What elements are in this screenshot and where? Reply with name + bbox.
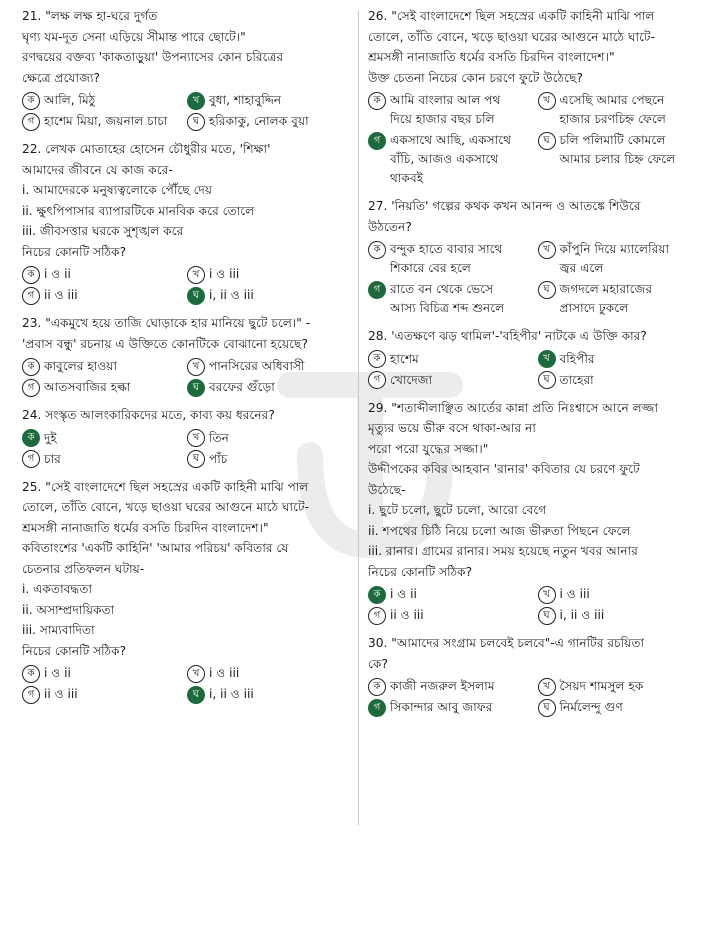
answer-option-correct bbox=[368, 585, 534, 604]
option-text: একসাথে আছি, একসাথে বাঁচি, আজও একসাথে থাকবই bbox=[390, 133, 512, 185]
question-block bbox=[368, 633, 703, 717]
question-line: iii. সাম্যবাদিতা bbox=[22, 623, 95, 637]
answer-option bbox=[22, 112, 183, 131]
answer-option bbox=[22, 91, 183, 110]
question-line: শ্রমসঙ্গী নানাজাতি ধর্মের বসতি চিরদিন বাংলাদেশ।" bbox=[22, 520, 269, 535]
option-text: i ও ii bbox=[390, 587, 417, 601]
answer-options bbox=[368, 240, 703, 318]
option-text: i, ii ও iii bbox=[209, 288, 254, 302]
answer-option bbox=[187, 450, 348, 469]
answer-option bbox=[22, 378, 183, 397]
option-text: বরফের গুঁড়ো bbox=[209, 380, 275, 394]
option-text: রাতে বন থেকে ভেসে আস্য বিচিত্র শব্দ শুনলে bbox=[390, 282, 505, 315]
option-text: পানসিরের অধিবাসী bbox=[209, 359, 305, 373]
question-block bbox=[368, 196, 703, 318]
option-key-badge: গ bbox=[22, 287, 40, 305]
option-key-badge: ক bbox=[22, 266, 40, 284]
question-line: নিচের কোনটি সঠিক? bbox=[22, 643, 127, 658]
option-key-badge: ঘ bbox=[187, 379, 205, 397]
answer-option-correct bbox=[187, 378, 348, 397]
answer-option bbox=[538, 91, 704, 129]
answer-option bbox=[22, 265, 183, 284]
answer-option bbox=[22, 357, 183, 376]
question-stem: 28. 'এতক্ষণে ঝড় থামিল'-'বহিপীর' নাটকে এ উক্তি কার? bbox=[368, 329, 647, 343]
question-line: iii. জীবসত্তার ঘরকে সুশৃঙ্খল করে bbox=[22, 224, 184, 238]
option-text: সিকান্দার আবু জাফর bbox=[390, 700, 493, 714]
option-text: জগদলে মহারাজের প্রাসাদে ঢুকলে bbox=[559, 282, 653, 315]
question-line: উঠেছে- bbox=[368, 482, 406, 497]
option-key-badge: খ bbox=[538, 241, 556, 259]
answer-option-correct bbox=[187, 91, 348, 110]
left-question-column bbox=[22, 6, 348, 712]
answer-option bbox=[187, 429, 348, 448]
answer-option bbox=[538, 280, 704, 318]
question-line: কে? bbox=[368, 656, 388, 671]
question-stem: 24. সংস্কৃত আলংকারিকদের মতে, কাব্য কয় ধরনের? bbox=[22, 408, 275, 422]
answer-option-correct bbox=[368, 131, 534, 188]
option-text: ii ও iii bbox=[44, 288, 78, 302]
answer-options bbox=[22, 91, 348, 131]
question-stem: 27. 'নিয়তি' গল্পের কথক কখন আনন্দ ও আতঙ্কে শিউরে bbox=[368, 199, 641, 213]
question-block bbox=[368, 6, 703, 188]
option-key-badge: ক bbox=[368, 586, 386, 604]
right-question-column bbox=[368, 6, 703, 725]
answer-options bbox=[368, 91, 703, 188]
answer-options bbox=[368, 677, 703, 717]
option-text: ii ও iii bbox=[44, 687, 78, 701]
answer-option bbox=[187, 265, 348, 284]
option-text: i ও iii bbox=[209, 666, 240, 680]
option-key-badge: ক bbox=[22, 358, 40, 376]
question-line: 'প্রবাস বন্ধু' রচনায় এ উক্তিতে কোনটিকে বোঝানো হয়েছে? bbox=[22, 336, 308, 351]
option-key-badge: ঘ bbox=[538, 281, 556, 299]
option-key-badge: গ bbox=[368, 371, 386, 389]
option-key-badge: গ bbox=[22, 450, 40, 468]
option-text: i ও ii bbox=[44, 666, 71, 680]
option-text: হরিকাকু, নোলক বুয়া bbox=[209, 114, 309, 128]
answer-option bbox=[368, 677, 534, 696]
question-block bbox=[368, 398, 703, 626]
option-text: এসেছি আমার পেছনে হাজার চরণচিহ্ন ফেলে bbox=[559, 93, 666, 126]
question-line: i. ছুটে চলো, ছুটে চলো, আরো বেগে bbox=[368, 503, 547, 517]
option-key-badge: খ bbox=[187, 92, 205, 110]
question-stem: 29. "শতাব্দীলাঞ্ছিত আর্তের কান্না প্রতি নিঃশ্বাসে আনে লজ্জা bbox=[368, 400, 659, 415]
option-key-badge: গ bbox=[368, 607, 386, 625]
option-text: আমি বাংলার আল পথ দিয়ে হাজার বছর চলি bbox=[390, 93, 501, 126]
option-text: i, ii ও iii bbox=[209, 687, 254, 701]
question-block bbox=[368, 326, 703, 390]
answer-option-correct bbox=[538, 350, 704, 369]
option-text: চার bbox=[44, 451, 61, 466]
question-stem: 30. "আমাদের সংগ্রাম চলবেই চলবে"-এ গানটির রচয়িতা bbox=[368, 636, 645, 650]
option-key-badge: ক bbox=[368, 678, 386, 696]
option-key-badge: গ bbox=[368, 281, 386, 299]
option-text: হাশেম মিয়া, জয়নাল চাচা bbox=[44, 114, 168, 128]
answer-option bbox=[22, 685, 183, 704]
option-key-badge: খ bbox=[538, 92, 556, 110]
option-text: কাজী নজরুল ইসলাম bbox=[390, 679, 495, 693]
option-text: বহিপীর bbox=[559, 351, 595, 366]
option-key-badge: ক bbox=[368, 92, 386, 110]
option-text: তাহেরা bbox=[559, 372, 594, 387]
option-key-badge: গ bbox=[22, 379, 40, 397]
option-key-badge: খ bbox=[538, 678, 556, 696]
question-line: শ্রমসঙ্গী নানাজাতি ধর্মের বসতি চিরদিন বাংলাদেশ।" bbox=[368, 50, 615, 64]
question-stem: 25. "সেই বাংলাদেশে ছিল সহস্রের একটি কাহিনী মাঝি পাল bbox=[22, 479, 309, 494]
option-text: ii ও iii bbox=[390, 608, 424, 622]
option-key-badge: গ bbox=[22, 686, 40, 704]
answer-option bbox=[538, 585, 704, 604]
option-key-badge: খ bbox=[187, 665, 205, 683]
question-line: মৃত্যুর ভয়ে ভীরু বসে থাকা-আর না bbox=[368, 421, 536, 435]
option-key-badge: ঘ bbox=[187, 450, 205, 468]
answer-option bbox=[538, 606, 704, 625]
question-block bbox=[22, 477, 348, 705]
question-block bbox=[22, 139, 348, 305]
answer-option bbox=[368, 350, 534, 369]
answer-option bbox=[368, 371, 534, 390]
answer-options bbox=[368, 350, 703, 390]
answer-option bbox=[187, 664, 348, 683]
option-text: আলি, মিঠু bbox=[44, 93, 96, 107]
question-stem: 26. "সেই বাংলাদেশে ছিল সহস্রের একটি কাহিনী মাঝি পাল bbox=[368, 9, 655, 23]
option-key-badge: ঘ bbox=[187, 287, 205, 305]
question-block bbox=[22, 313, 348, 397]
option-key-badge: গ bbox=[368, 699, 386, 717]
option-key-badge: খ bbox=[538, 350, 556, 368]
option-text: দুই bbox=[44, 430, 57, 445]
question-block bbox=[22, 6, 348, 131]
question-line: কবিতাংশের 'একটি কাহিনি' 'আমার পরিচয়' কবিতার যে bbox=[22, 541, 289, 555]
question-line: i. একতাবদ্ধতা bbox=[22, 582, 93, 596]
answer-option-correct bbox=[368, 280, 534, 318]
option-text: আতসবাজির হল্কা bbox=[44, 380, 131, 394]
question-block bbox=[22, 405, 348, 469]
answer-options bbox=[22, 664, 348, 704]
option-text: হাশেম bbox=[390, 351, 419, 366]
question-line: ii. ক্ষুৎপিপাসার ব্যাপারটিকে মানবিক করে তোলে bbox=[22, 203, 255, 218]
option-key-badge: ক bbox=[368, 350, 386, 368]
option-key-badge: ঘ bbox=[187, 113, 205, 131]
answer-option bbox=[538, 371, 704, 390]
answer-options bbox=[368, 585, 703, 625]
answer-options bbox=[22, 357, 348, 397]
answer-option bbox=[22, 286, 183, 305]
answer-option bbox=[187, 112, 348, 131]
question-line: তোলে, তাঁতি বোনে, খড়ে ছাওয়া ঘরের আগুনে মাঠে ঘাটে- bbox=[22, 500, 310, 514]
option-text: কাবুলের হাওয়া bbox=[44, 359, 118, 373]
option-key-badge: গ bbox=[22, 113, 40, 131]
option-key-badge: ক bbox=[22, 665, 40, 683]
option-key-badge: খ bbox=[187, 429, 205, 447]
question-line: ক্ষেত্রে প্রযোজ্য? bbox=[22, 70, 100, 85]
question-stem: 23. "একমুখে হয়ে তাজি ঘোড়াকে হার মানিয়ে ছুটে চলে।" - bbox=[22, 316, 311, 330]
question-line: উক্ত চেতনা নিচের কোন চরণে ফুটে উঠেছে? bbox=[368, 70, 583, 85]
option-text: i ও ii bbox=[44, 267, 71, 281]
option-text: চলি পলিমাটি কোমলে আমার চলার চিহ্ন ফেলে bbox=[559, 133, 676, 166]
option-key-badge: ঘ bbox=[538, 699, 556, 717]
question-line: i. আমাদেরকে মনুষ্যত্বলোকে পৌঁছে দেয় bbox=[22, 183, 213, 197]
answer-option bbox=[538, 698, 704, 717]
option-key-badge: খ bbox=[187, 266, 205, 284]
option-key-badge: ঘ bbox=[538, 607, 556, 625]
question-line: উঠতেন? bbox=[368, 219, 412, 234]
answer-option bbox=[368, 240, 534, 278]
question-line: ii. শপথের চিঠি নিয়ে চলো আজ ভীরুতা পিছনে ফেলে bbox=[368, 523, 631, 538]
option-key-badge: ক bbox=[22, 92, 40, 110]
option-key-badge: ঘ bbox=[538, 371, 556, 389]
answer-option bbox=[368, 606, 534, 625]
question-line: তোলে, তাঁতি বোনে, খড়ে ছাওয়া ঘরের আগুনে মাঠে ঘাটে- bbox=[368, 29, 656, 44]
option-text: i, ii ও iii bbox=[559, 608, 605, 622]
answer-option-correct bbox=[22, 429, 183, 448]
question-stem: 21. "লক্ষ লক্ষ হা-ঘরে দুর্গত bbox=[22, 9, 158, 23]
answer-options bbox=[22, 265, 348, 305]
option-key-badge: খ bbox=[538, 586, 556, 604]
answer-option bbox=[22, 664, 183, 683]
answer-option-correct bbox=[368, 698, 534, 717]
option-text: i ও iii bbox=[209, 267, 240, 281]
option-key-badge: ঘ bbox=[538, 132, 556, 150]
answer-option-correct bbox=[187, 685, 348, 704]
option-text: নির্মলেন্দু গুণ bbox=[559, 700, 623, 714]
option-text: বন্দুক হাতে বাবার সাথে শিকারে বের হলে bbox=[390, 242, 503, 275]
question-line: নিচের কোনটি সঠিক? bbox=[22, 244, 127, 259]
option-key-badge: খ bbox=[187, 358, 205, 376]
option-text: পাঁচ bbox=[209, 451, 228, 466]
option-key-badge: গ bbox=[368, 132, 386, 150]
answer-option bbox=[22, 450, 183, 469]
option-text: তিন bbox=[209, 430, 229, 445]
question-line: রণদ্বয়ের বক্তব্য 'কাকতাড়ুয়া' উপন্যাসের কোন চরিত্রের bbox=[22, 50, 284, 64]
question-line: উদ্দীপকের কবির আহবান 'রানার' কবিতার যে চরণে ফুটে bbox=[368, 462, 640, 476]
question-line: চেতনার প্রতিফলন ঘটায়- bbox=[22, 561, 145, 576]
answer-option bbox=[368, 91, 534, 129]
answer-option-correct bbox=[187, 286, 348, 305]
question-line: ঘৃণ্য যম-দূত সেনা এড়িয়ে সীমান্ত পারে ছোটে।" bbox=[22, 29, 246, 44]
question-line: iii. রানার। গ্রামের রানার। সময় হয়েছে নতুন খবর আনার bbox=[368, 544, 638, 558]
option-text: কাঁপুনি দিয়ে ম্যালেরিয়া জ্বর এলে bbox=[559, 242, 670, 275]
question-line: ii. অসাম্প্রদায়িকতা bbox=[22, 602, 115, 617]
question-line: নিচের কোনটি সঠিক? bbox=[368, 564, 473, 579]
option-key-badge: ক bbox=[368, 241, 386, 259]
answer-option bbox=[538, 240, 704, 278]
answer-option bbox=[538, 677, 704, 696]
option-text: সৈয়দ শামসুল হক bbox=[559, 679, 644, 693]
question-line: পরো পরো যুদ্ধের সজ্জা।" bbox=[368, 441, 489, 456]
answer-options bbox=[22, 429, 348, 469]
option-key-badge: ক bbox=[22, 429, 40, 447]
column-divider bbox=[358, 10, 359, 825]
option-key-badge: ঘ bbox=[187, 686, 205, 704]
answer-option bbox=[187, 357, 348, 376]
option-text: i ও iii bbox=[559, 587, 590, 601]
answer-option bbox=[538, 131, 704, 188]
question-stem: 22. লেখক মোতাহের হোসেন চৌধুরীর মতে, 'শিক্ষা' bbox=[22, 142, 271, 156]
question-line: আমাদের জীবনে যে কাজ করে- bbox=[22, 162, 173, 177]
option-text: বুধা, শাহাবুদ্দিন bbox=[209, 93, 282, 107]
option-text: খোদেজা bbox=[390, 372, 433, 387]
